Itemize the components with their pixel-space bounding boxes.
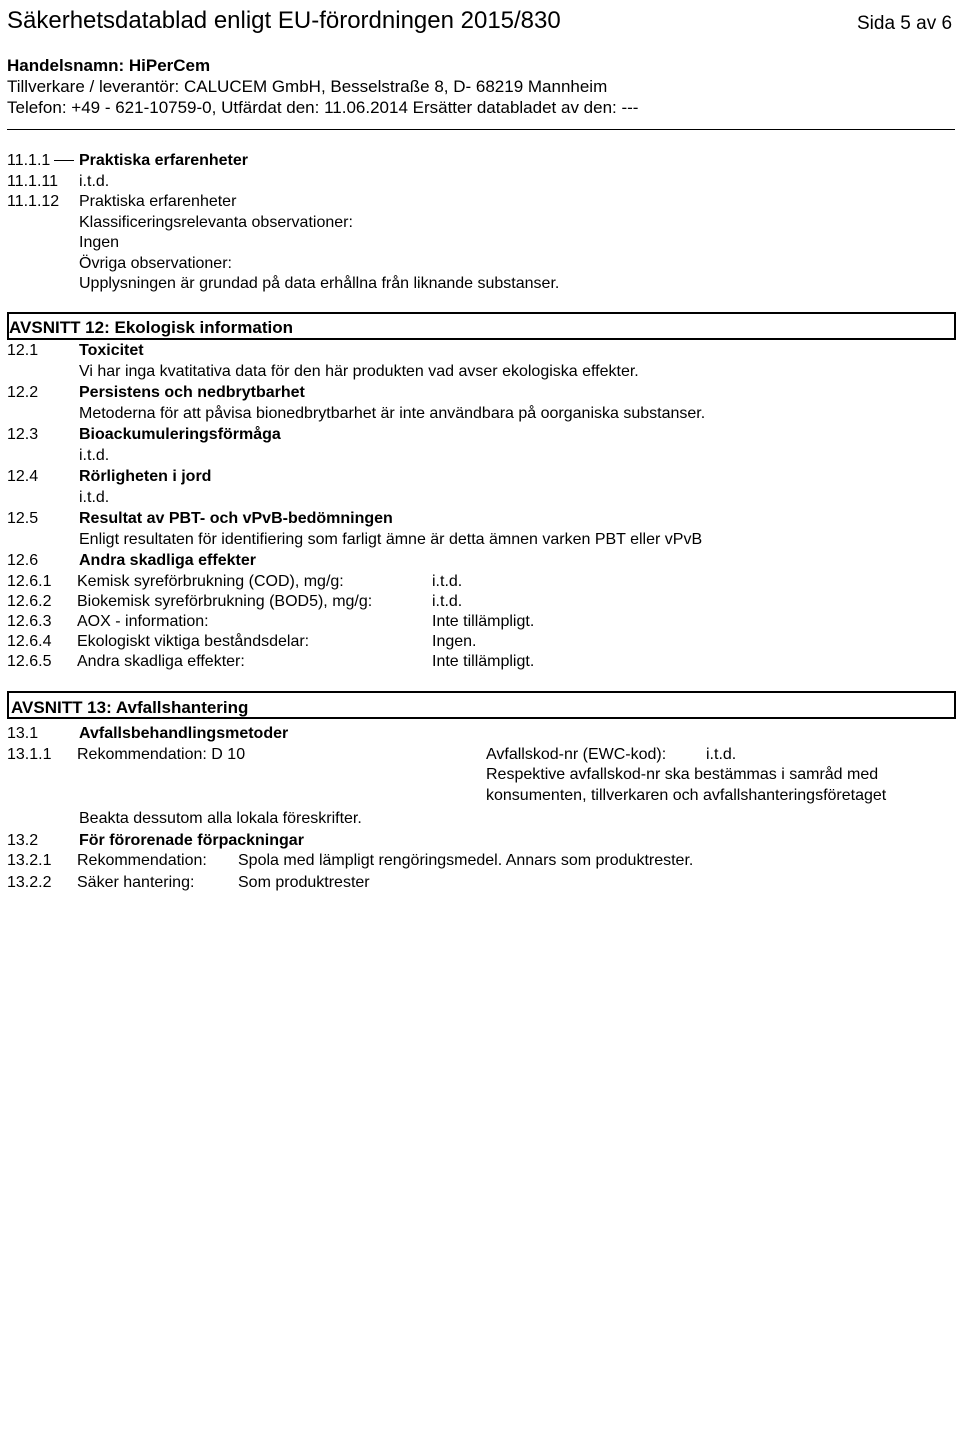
sec11-r2-value: i.t.d. <box>79 173 110 190</box>
local-regulations-note: Beakta dessutom alla lokala föreskrifter. <box>79 810 362 827</box>
sec13-2-num: 13.2 <box>7 832 39 849</box>
dash-divider <box>54 160 74 161</box>
sec12-6-4-num: 12.6.4 <box>7 633 52 650</box>
sec12-2-num: 12.2 <box>7 384 39 401</box>
trade-name: Handelsnamn: HiPerCem <box>7 56 211 75</box>
sec12-1-num: 12.1 <box>7 342 39 359</box>
sec12-3-label: Bioackumuleringsförmåga <box>79 426 281 443</box>
header-divider <box>7 129 955 130</box>
sec12-6-1-value: i.t.d. <box>432 573 463 590</box>
sec13-2-2-value: Som produktrester <box>238 874 370 891</box>
sec13-1-1-label: Rekommendation: D 10 <box>77 746 246 763</box>
sec13-1-label: Avfallsbehandlingsmetoder <box>79 725 289 742</box>
sec12-6-num: 12.6 <box>7 552 39 569</box>
sec12-6-1-label: Kemisk syreförbrukning (COD), mg/g: <box>77 573 344 590</box>
page-number: Sida 5 av 6 <box>857 13 953 34</box>
sec11-r1-label: Praktiska erfarenheter <box>79 152 248 169</box>
sec12-6-4-label: Ekologiskt viktiga beståndsdelar: <box>77 633 310 650</box>
sec12-1-text: Vi har inga kvatitativa data för den här produkten vad avser ekologiska effekter. <box>79 363 639 380</box>
sec12-6-2-label: Biokemisk syreförbrukning (BOD5), mg/g: <box>77 593 373 610</box>
sec13-2-1-label: Rekommendation: <box>77 852 207 869</box>
section-12-title: AVSNITT 12: Ekologisk information <box>9 318 293 337</box>
sec12-5-text: Enligt resultaten för identifiering som farligt ämne är detta ämnen varken PBT eller vPvB <box>79 531 703 548</box>
sec12-1-label: Toxicitet <box>79 342 144 359</box>
ewc-note-line2: konsumenten, tillverkaren och avfallshanteringsföretaget <box>486 787 887 804</box>
sec12-6-2-value: i.t.d. <box>432 593 463 610</box>
sec11-r3-line3: Övriga observationer: <box>79 255 232 272</box>
ewc-note-line1: Respektive avfallskod-nr ska bestämmas i samråd med <box>486 766 879 783</box>
sec11-r3-num: 11.1.12 <box>7 193 60 210</box>
sec12-4-text: i.t.d. <box>79 489 110 506</box>
sec13-1-num: 13.1 <box>7 725 39 742</box>
phone-issued-line: Telefon: +49 - 621-10759-0, Utfärdat den: 11.06.2014 Ersätter databladet av den: --- <box>7 98 639 117</box>
sec13-2-label: För förorenade förpackningar <box>79 832 304 849</box>
sec12-6-5-label: Andra skadliga effekter: <box>77 653 245 670</box>
sec12-5-label: Resultat av PBT- och vPvB-bedömningen <box>79 510 393 527</box>
sec12-6-5-value: Inte tillämpligt. <box>432 653 535 670</box>
ewc-value: i.t.d. <box>706 746 737 763</box>
sec12-6-3-value: Inte tillämpligt. <box>432 613 535 630</box>
section-13-title: AVSNITT 13: Avfallshantering <box>11 698 249 717</box>
sec11-r3-line2: Ingen <box>79 234 120 251</box>
sec13-2-1-value: Spola med lämpligt rengöringsmedel. Annars som produktrester. <box>238 852 694 869</box>
document-title: Säkerhetsdatablad enligt EU-förordningen 2015/830 <box>7 7 561 34</box>
sec12-6-1-num: 12.6.1 <box>7 573 52 590</box>
sec11-r3-line1: Klassificeringsrelevanta observationer: <box>79 214 353 231</box>
sec13-1-1-num: 13.1.1 <box>7 746 52 763</box>
sec12-4-label: Rörligheten i jord <box>79 468 212 485</box>
sec12-6-5-num: 12.6.5 <box>7 653 52 670</box>
sec12-4-num: 12.4 <box>7 468 39 485</box>
sec11-r3-label: Praktiska erfarenheter <box>79 193 237 210</box>
sec12-6-3-label: AOX - information: <box>77 613 209 630</box>
sec12-6-label: Andra skadliga effekter <box>79 552 256 569</box>
sec11-r3-line4: Upplysningen är grundad på data erhållna från liknande substanser. <box>79 275 560 292</box>
sec11-r1-num: 11.1.1 <box>7 152 51 169</box>
sec12-5-num: 12.5 <box>7 510 39 527</box>
sec12-6-3-num: 12.6.3 <box>7 613 52 630</box>
sec11-r2-num: 11.1.11 <box>7 173 59 190</box>
ewc-label: Avfallskod-nr (EWC-kod): <box>486 746 667 763</box>
sec12-3-text: i.t.d. <box>79 447 110 464</box>
sec12-6-2-num: 12.6.2 <box>7 593 52 610</box>
sec13-2-2-label: Säker hantering: <box>77 874 195 891</box>
sec12-2-label: Persistens och nedbrytbarhet <box>79 384 305 401</box>
sec13-2-1-num: 13.2.1 <box>7 852 52 869</box>
sec12-6-4-value: Ingen. <box>432 633 477 650</box>
manufacturer-line: Tillverkare / leverantör: CALUCEM GmbH, Besselstraße 8, D- 68219 Mannheim <box>7 77 608 96</box>
sec13-2-2-num: 13.2.2 <box>7 874 52 891</box>
sec12-2-text: Metoderna för att påvisa bionedbrytbarhet är inte användbara på oorganiska substanser. <box>79 405 706 422</box>
sec12-3-num: 12.3 <box>7 426 39 443</box>
